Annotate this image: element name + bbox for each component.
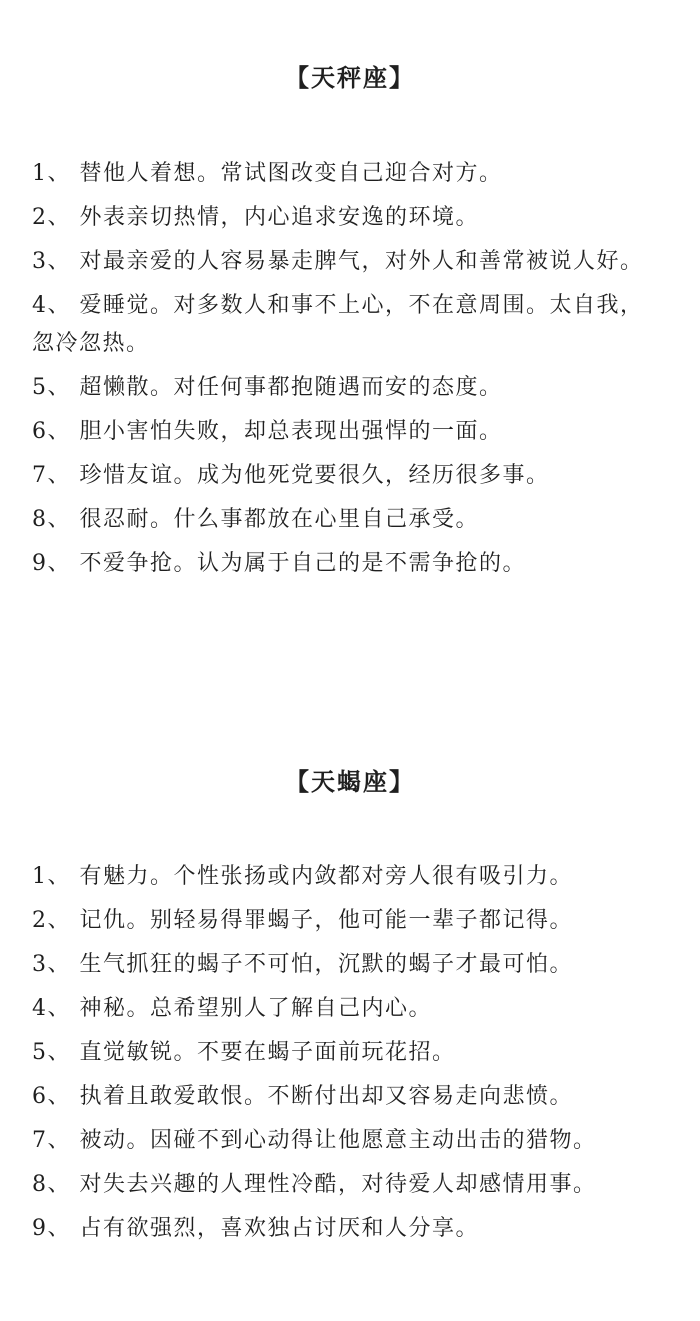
libra-trait-3: 3、 对最亲爱的人容易暴走脾气，对外人和善常被说人好。 — [32, 249, 644, 274]
scorpio-trait-2: 2、 记仇。别轻易得罪蝎子，他可能一辈子都记得。 — [32, 908, 573, 933]
libra-trait-5: 5、 超懒散。对任何事都抱随遇而安的态度。 — [32, 375, 503, 400]
libra-trait-2: 2、 外表亲切热情，内心追求安逸的环境。 — [32, 205, 479, 230]
scorpio-trait-4: 4、 神秘。总希望别人了解自己内心。 — [32, 996, 432, 1021]
scorpio-trait-5: 5、 直觉敏锐。不要在蝎子面前玩花招。 — [32, 1040, 456, 1065]
scorpio-trait-1: 1、 有魅力。个性张扬或内敛都对旁人很有吸引力。 — [32, 864, 573, 889]
scorpio-title: 【天蝎座】 — [285, 767, 415, 796]
scorpio-trait-6: 6、 执着且敢爱敢恨。不断付出却又容易走向悲愤。 — [32, 1084, 573, 1109]
scorpio-trait-7: 7、 被动。因碰不到心动得让他愿意主动出击的猎物。 — [32, 1128, 597, 1153]
scorpio-trait-9: 9、 占有欲强烈，喜欢独占讨厌和人分享。 — [32, 1216, 479, 1241]
libra-trait-6: 6、 胆小害怕失败，却总表现出强悍的一面。 — [32, 419, 503, 444]
libra-title: 【天秤座】 — [285, 63, 415, 92]
libra-trait-list — [32, 155, 652, 589]
scorpio-trait-3: 3、 生气抓狂的蝎子不可怕，沉默的蝎子才最可怕。 — [32, 952, 573, 977]
libra-trait-1: 1、 替他人着想。常试图改变自己迎合对方。 — [32, 161, 503, 186]
libra-trait-9: 9、 不爱争抢。认为属于自己的是不需争抢的。 — [32, 551, 526, 576]
libra-trait-8: 8、 很忍耐。什么事都放在心里自己承受。 — [32, 507, 479, 532]
scorpio-trait-8: 8、 对失去兴趣的人理性冷酷，对待爱人却感情用事。 — [32, 1172, 597, 1197]
libra-trait-7: 7、 珍惜友谊。成为他死党要很久，经历很多事。 — [32, 463, 550, 488]
scorpio-trait-list — [32, 858, 652, 1254]
libra-trait-4: 4、 爱睡觉。对多数人和事不上心，不在意周围。太自我，忽冷忽热。 — [32, 293, 644, 356]
